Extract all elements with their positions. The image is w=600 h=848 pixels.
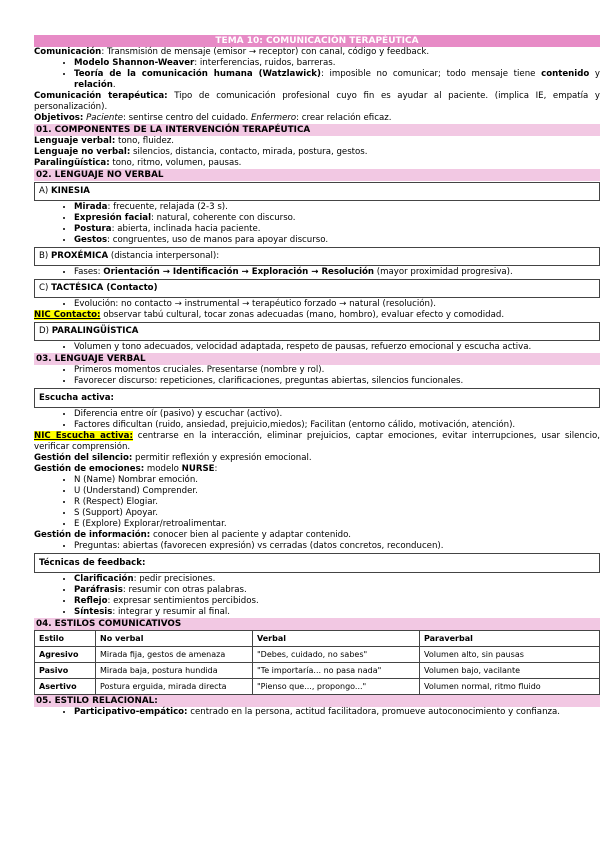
escucha-activa-box: Escucha activa: — [34, 388, 600, 408]
column-header: Paraverbal — [420, 631, 600, 647]
table-cell: "Debes, cuidado, no sabes" — [253, 647, 420, 663]
comunicacion-terapeutica-definition: Comunicación terapéutica: Tipo de comunicación profesional cuyo fin es ayudar al paciente. (implica IE, empatía y personalización). — [34, 91, 600, 112]
list-item: • Primeros momentos cruciales. Presentarse (nombre y rol). — [74, 365, 600, 376]
list-item: • Expresión facial: natural, coherente con discurso. — [74, 213, 600, 224]
document-page — [34, 0, 600, 718]
nic-escucha-activa: NIC Escucha activa: centrarse en la interacción, eliminar prejuicios, captar emociones, evitar interrupciones, usar silencio, verificar comprensión. — [34, 431, 600, 452]
paralinguistica-list — [34, 342, 600, 353]
list-item: • U (Understand) Comprender. — [74, 486, 600, 497]
table-cell: Postura erguida, mirada directa — [96, 679, 253, 695]
list-item: • Fases: Orientación → Identificación → Exploración → Resolución (mayor proximidad progresiva). — [74, 267, 600, 278]
list-item: • Síntesis: integrar y resumir al final. — [74, 607, 600, 618]
column-header: Verbal — [253, 631, 420, 647]
lenguaje-verbal-list — [34, 365, 600, 387]
section-header-02: 02. LENGUAJE NO VERBAL — [34, 169, 600, 181]
nic-contacto: NIC Contacto: observar tabú cultural, tocar zonas adecuadas (mano, hombro), evaluar efecto y comodidad. — [34, 310, 505, 320]
escucha-activa-list — [34, 409, 600, 431]
feedback-box: Técnicas de feedback: — [34, 553, 600, 573]
list-item: • Diferencia entre oír (pasivo) y escuchar (activo). — [74, 409, 600, 420]
list-item: • Mirada: frecuente, relajada (2-3 s). — [74, 202, 600, 213]
section-header-05: 05. ESTILO RELACIONAL: — [34, 695, 600, 707]
kinesia-box: A) KINESIA — [34, 182, 600, 201]
list-item: • Postura: abierta, inclinada hacia paciente. — [74, 224, 600, 235]
componente-row: Paralingüística: tono, ritmo, volumen, pausas. — [34, 158, 242, 168]
list-item: • Teoría de la comunicación humana (Watzlawick): imposible no comunicar; todo mensaje tiene contenido y relación. — [74, 69, 600, 91]
comunicacion-models-list — [34, 58, 600, 91]
list-item: • Reflejo: expresar sentimientos percibidos. — [74, 596, 600, 607]
list-item: • Clarificación: pedir precisiones. — [74, 574, 600, 585]
proxemica-list — [34, 267, 600, 278]
table-cell: "Pienso que..., propongo..." — [253, 679, 420, 695]
tactesica-box: C) TACTÉSICA (Contacto) — [34, 279, 600, 298]
table-cell: "Te importaría... no pasa nada" — [253, 663, 420, 679]
list-item: • N (Name) Nombrar emoción. — [74, 475, 600, 486]
column-header: No verbal — [96, 631, 253, 647]
list-item: • S (Support) Apoyar. — [74, 508, 600, 519]
table-cell: Mirada baja, postura hundida — [96, 663, 253, 679]
list-item: • E (Explore) Explorar/retroalimentar. — [74, 519, 600, 530]
componente-row: Lenguaje verbal: tono, fluidez. — [34, 136, 175, 146]
nurse-list — [34, 475, 600, 530]
section-header-04: 04. ESTILOS COMUNICATIVOS — [34, 618, 600, 630]
section-header-03: 03. LENGUAJE VERBAL — [34, 353, 600, 365]
list-item: • Modelo Shannon-Weaver: interferencias, ruidos, barreras. — [74, 58, 600, 69]
table-cell: Volumen bajo, vacilante — [420, 663, 600, 679]
list-item: • Preguntas: abiertas (favorecen expresión) vs cerradas (datos concretos, reconducen). — [74, 541, 600, 552]
table-row — [35, 647, 600, 663]
section-header-01: 01. COMPONENTES DE LA INTERVENCIÓN TERAPÉUTICA — [34, 124, 600, 136]
gestion-emociones: Gestión de emociones: modelo NURSE: — [34, 464, 218, 474]
table-cell: Volumen alto, sin pausas — [420, 647, 600, 663]
list-item: • Favorecer discurso: repeticiones, clarificaciones, preguntas abiertas, silencios funcionales. — [74, 376, 600, 387]
list-item: • R (Respect) Elogiar. — [74, 497, 600, 508]
table-cell: Mirada fija, gestos de amenaza — [96, 647, 253, 663]
column-header: Estilo — [35, 631, 96, 647]
table-row — [35, 663, 600, 679]
proxemica-box: B) PROXÉMICA (distancia interpersonal): — [34, 247, 600, 266]
objetivos: Objetivos: Paciente: sentirse centro del cuidado. Enfermero: crear relación eficaz. — [34, 113, 392, 123]
gestion-informacion: Gestión de información: conocer bien al paciente y adaptar contenido. — [34, 530, 351, 540]
componente-row: Lenguaje no verbal: silencios, distancia, contacto, mirada, postura, gestos. — [34, 147, 368, 157]
feedback-list — [34, 574, 600, 618]
tactesica-list — [34, 299, 600, 310]
estilo-relacional-list — [34, 707, 600, 718]
informacion-list — [34, 541, 600, 552]
kinesia-list — [34, 202, 600, 246]
comunicacion-definition: Comunicación: Transmisión de mensaje (emisor → receptor) con canal, código y feedback. — [34, 47, 430, 57]
page-title: TEMA 10: COMUNICACIÓN TERAPÉUTICA — [34, 35, 600, 47]
list-item: • Evolución: no contacto → instrumental → terapéutico forzado → natural (resolución). — [74, 299, 600, 310]
gestion-silencio: Gestión del silencio: permitir reflexión y expresión emocional. — [34, 453, 312, 463]
list-item: • Participativo-empático: centrado en la persona, actitud facilitadora, promueve autoconocimiento y confianza. — [74, 707, 600, 718]
list-item: • Factores dificultan (ruido, ansiedad, prejuicio,miedos); Facilitan (entorno cálido, motivación, atención). — [74, 420, 600, 431]
paralinguistica-box: D) PARALINGÜÍSTICA — [34, 322, 600, 341]
table-cell: Agresivo — [35, 647, 96, 663]
list-item: • Paráfrasis: resumir con otras palabras. — [74, 585, 600, 596]
table-cell: Pasivo — [35, 663, 96, 679]
estilos-table — [34, 630, 600, 695]
table-header-row — [35, 631, 600, 647]
list-item: • Volumen y tono adecuados, velocidad adaptada, respeto de pausas, refuerzo emocional y escucha activa. — [74, 342, 600, 353]
table-cell: Volumen normal, ritmo fluido — [420, 679, 600, 695]
table-row — [35, 679, 600, 695]
list-item: • Gestos: congruentes, uso de manos para apoyar discurso. — [74, 235, 600, 246]
table-cell: Asertivo — [35, 679, 96, 695]
